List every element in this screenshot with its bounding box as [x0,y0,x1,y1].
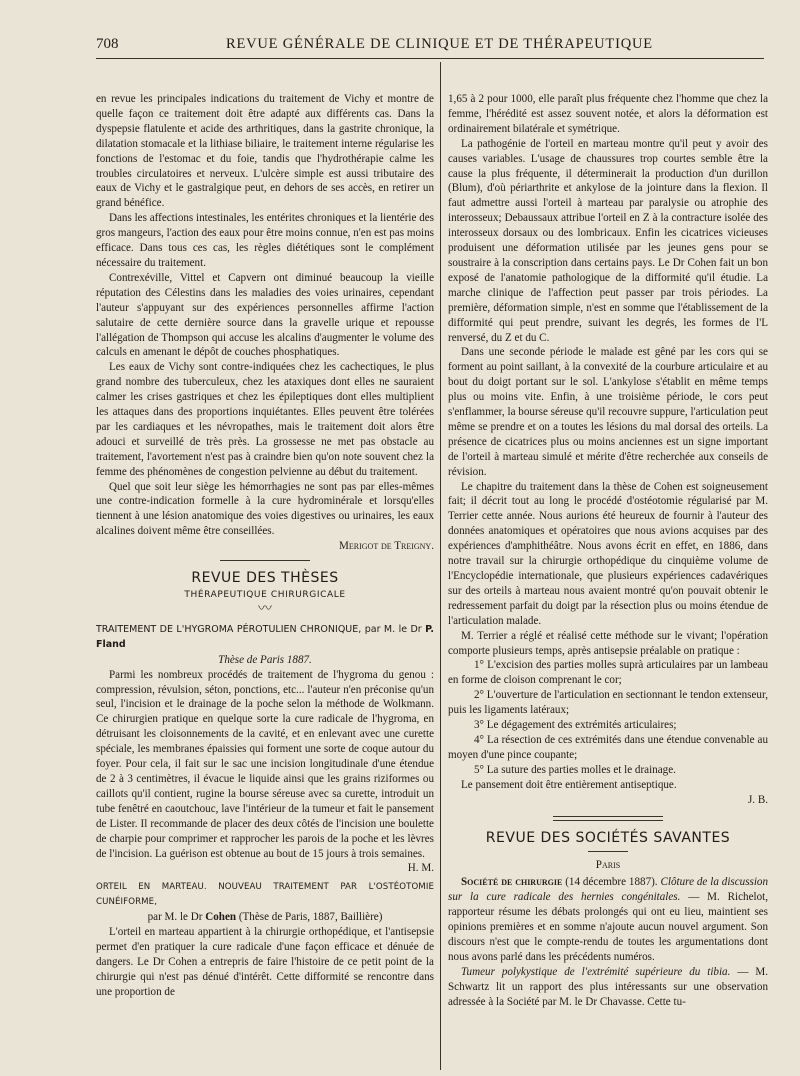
article-heading [96,623,434,653]
society-entry [448,875,768,964]
discussion-text: — M. Schwartz lit un rapport des plus intéressants sur une observation adressée à la Société par M. le Dr Chavasse. Cette tu- [448,965,768,1008]
paragraph: M. Terrier a réglé et réalisé cette méthode sur le vivant; l'opération comporte plusieurs temps, après antisepsie préalable on pratique : [448,629,768,657]
paragraph: Quel que soit leur siège les hémorrhagies ne sont pas par elles-mêmes une contre-indication formelle à la cure hydrominérale et lorsqu'elles tiennent à une lésion anatomique des voies digestives ou urinaires, les eaux alcalines doivent même être conseillées. [96,480,434,538]
section-title: REVUE DES THÈSES [191,570,339,587]
list-item: 2° L'ouverture de l'articulation en sectionnant le tendon extenseur, puis les ligaments latéraux; [448,689,768,717]
article-title: TRAITEMENT DE L'HYGROMA PÉROTULIEN CHRONIQUE, [96,623,362,635]
paragraph: La pathogénie de l'orteil en marteau montre qu'il peut y avoir des causes variables. L'usage de chaussures trop courtes semble être la cause la plus fréquente, il déterminerait la production d'un durillon (Blum), d'où périarthrite et ankylose de la jointure dans la flexion. Il faut admettre aussi l'orteil à marteau par paralysie ou atrophie des interosseux; Debaussaux attribue l'orteil en Z à la contracture isolée des interosseux dorsaux ou des lombricaux. Enfin les cicatrices vicieuses produisent une déformation utilisée par les jeunes gens pour se soustraire à la conscription dans certains pays. Le Dr Cohen fait un bon exposé de l'anatomie pathologique de la difformité qu'il étudie. La marche clinique de l'affection peut passer par trois périodes. La première, déformation simple, n'est en somme que l'établissement de la difformité qui peut prendre, suivant les degrés, les formes de l'L renversé, du Z et du C. [448,137,768,344]
signature: H. M. [407,862,434,875]
signature: Merigot de Treigny. [339,540,434,553]
article-source: (Thèse de Paris, 1887, Baillière) [238,911,383,924]
society-entry [448,965,768,1010]
list-item: 4° La résection de ces extrémités dans une étendue convenable au moyen d'une pince coupante; [448,733,768,761]
column-divider [440,62,441,1070]
running-header [96,32,764,59]
discussion-title: Tumeur polykystique de l'extrémité supérieure du tibia. [461,965,731,978]
paragraph: 1,65 à 2 pour 1000, elle paraît plus fréquente chez l'homme que chez la femme, l'hérédité est assez souvent notée, et alors la déformation est ordinairement bilatérale et symétrique. [448,93,768,135]
byline-prefix: par M. le Dr [147,911,203,924]
city-heading: Paris [595,859,621,872]
paragraph: Dans les affections intestinales, les entérites chroniques et la lientérie des gros mangeurs, l'action des eaux pour être moins connue, n'en est pas moins efficace. Dans tous ces cas, les règles diététiques sont le complément nécessaire du traitement. [96,212,434,269]
paragraph: L'orteil en marteau appartient à la chirurgie orthopédique, et l'antisepsie permet d'en pratiquer la cure radicale d'une façon efficace et dénuée de dangers. Le Dr Cohen a entrepris de faire l'histoire de ce petit point de la chirurgie qui n'est pas dénué d'intérêt. Cette difformité se rencontre dans une proportion de [96,926,434,998]
right-column [448,92,768,1009]
list-item: 1° L'excision des parties molles suprà articulaires par un lambeau en forme de cloison comprenant le cor; [448,659,768,687]
separator-rule [220,560,310,561]
author-name: Cohen [205,911,237,924]
society-date: (14 décembre 1887). [565,876,658,889]
byline-prefix: par M. le Dr [364,623,422,635]
list-item: 3° Le dégagement des extrémités articulaires; [474,719,677,732]
paragraph: Dans une seconde période le malade est gêné par les cors qui se forment au point saillant, à la convexité de la courbure articulaire et au bout du doigt portant sur le sol. L'ankylose s'établit en même temps plus ou moins vite. Enfin, à une troisième période, le cors peut s'enflammer, la bourse séreuse qu'il recouvre suppure, l'articulation peut même se prendre et on a toutes les lésions du mal dorsal des orteils. La présence de cicatrices plus ou moins anciennes est un signe important de l'orteil à marteau simulé et mérite d'être recherchée aux conseils de révision. [448,346,768,478]
page-number: 708 [96,36,119,52]
section-subtitle: THÉRAPEUTIQUE CHIRURGICALE [184,590,346,600]
separator-rule [553,816,663,821]
author-name: P. Fland [96,623,434,650]
paragraph: Le pansement doit être entièrement antiseptique. [461,778,677,791]
article-source: Thèse de Paris 1887. [218,653,312,666]
left-column [96,92,434,1000]
society-name: Société de chirurgie [461,876,563,889]
list-item: 5° La suture des parties molles et le drainage. [474,763,676,776]
paragraph: Les eaux de Vichy sont contre-indiquées chez les cachectiques, le plus grand nombre des tuberculeux, chez les ataxiques dont elles ne sauraient calmer les crises gastriques et chez les épileptiques dont elles multiplient les attaques dans des proportions inquiétantes. Elles peuvent être tolérées par les cardiaques et les névropathes, mais le traitement doit alors être adouci et surveillé de très près. La grossesse ne met pas obstacle au traitement, l'avortement n'est pas à craindre bien qu'on note souvent chez la femme des phénomènes de congestion pelvienne au début du traitement. [96,361,434,478]
paragraph: Le chapitre du traitement dans la thèse de Cohen est soigneusement fait; il décrit tout au long le procédé d'ostéotomie régularisé par M. Terrier cette année. Nous aurions été heureux de fournir à l'auteur des données anatomiques et opératoires que nous avions acquises par des expériences d'amphithéâtre. Nous avons écrit en effet, en 1886, dans notre travail sur la chirurgie orthopédique du cinquième volume de l'Encyclopédie internationale, que plusieurs expériences cadavériques sur des orteils à marteau nous avaient montré qu'on pouvait obtenir le redressement parfait du doigt par la résection plus ou moins étendue de l'articulation malade. [448,480,768,627]
separator-rule [588,851,628,852]
section-title: REVUE DES SOCIÉTÉS SAVANTES [485,829,731,846]
article-title: ORTEIL EN MARTEAU. NOUVEAU TRAITEMENT PAR L'OSTÉOTOMIE CUNÉIFORME, [96,882,434,908]
article-byline [96,910,434,925]
procedure-steps [448,658,768,777]
paragraph: Parmi les nombreux procédés de traitement de l'hygroma du genou : compression, révulsion, séton, ponctions, etc... l'auteur n'en préconise qu'un seul, l'incision et le drainage de la poche selon la méthode de Wolkmann. Ce chirurgien pratique en quelque sorte la cure radicale de l'hygroma, en détruisant les cloisonnements de la cavité, et en enlevant avec une curette spéciale, les membranes épaissies qui forment une sorte de coque autour du foyer. Pour cela, il fait sur le sac une incision longitudinale d'une étendue de 2 à 3 centimètres, il évacue le liquide ainsi que les grains riziformes ou caillots qu'il contient, rugine la bourse séreuse avec sa curette, introduit un tube fenêtré en caoutchouc, lave l'intérieur de la tumeur et fait le pansement de Lister. Il recommande de placer des deux côtés de l'incision une boulette de charpie pour comprimer et rapprocher les parois de la poche et les lèvres de l'incision. La guérison est obtenue au bout de 15 jours à trois semaines. [96,668,434,860]
discussion-title: Clôture de la discussion sur la cure radicale des hernies congénitales. [448,876,769,904]
running-title: REVUE GÉNÉRALE DE CLINIQUE ET DE THÉRAPEUTIQUE [226,36,653,52]
signature: J. B. [747,793,768,806]
discussion-text: — M. Richelot, rapporteur résume les débats prolongés qui ont eu lieu, maintient ses opinions premières et en somme n'ajoute aucun nouvel argument. Son discours n'est que le compte-rendu de toutes les argumentations dont nous avons parlé dans les précédents numéros. [448,891,768,963]
ornament: 〰 [258,601,272,617]
paragraph: en revue les principales indications du traitement de Vichy et montre de quelle façon ce traitement doit être adapté aux différents cas. Dans la dyspepsie flatulente et acide des arthritiques, dans la gastrite chronique, la dilatation stomacale et la lithiase biliaire, le traitement interne régularise les fonctions de l'estomac et du foie, tandis que l'hydrothérapie calme les troubles circulatoires et nerveux. L'ulcère simple est aussi tributaire des eaux de Vichy et le gastralgique peut, en dehors de ses accès, en retirer un grand bénéfice. [96,93,434,210]
paragraph: Contrexéville, Vittel et Capvern ont diminué beaucoup la vieille réputation des Célestins dans les maladies des voies urinaires, cependant l'auteur s'appuyant sur des expériences personnelles affirme l'action salutaire de cette dernière source dans la gravelle urique et repousse l'allégation de Thompson qui accuse les alcalins d'augmenter le volume des calculs en amenant le dépôt de couches phosphatiques. [96,271,434,359]
